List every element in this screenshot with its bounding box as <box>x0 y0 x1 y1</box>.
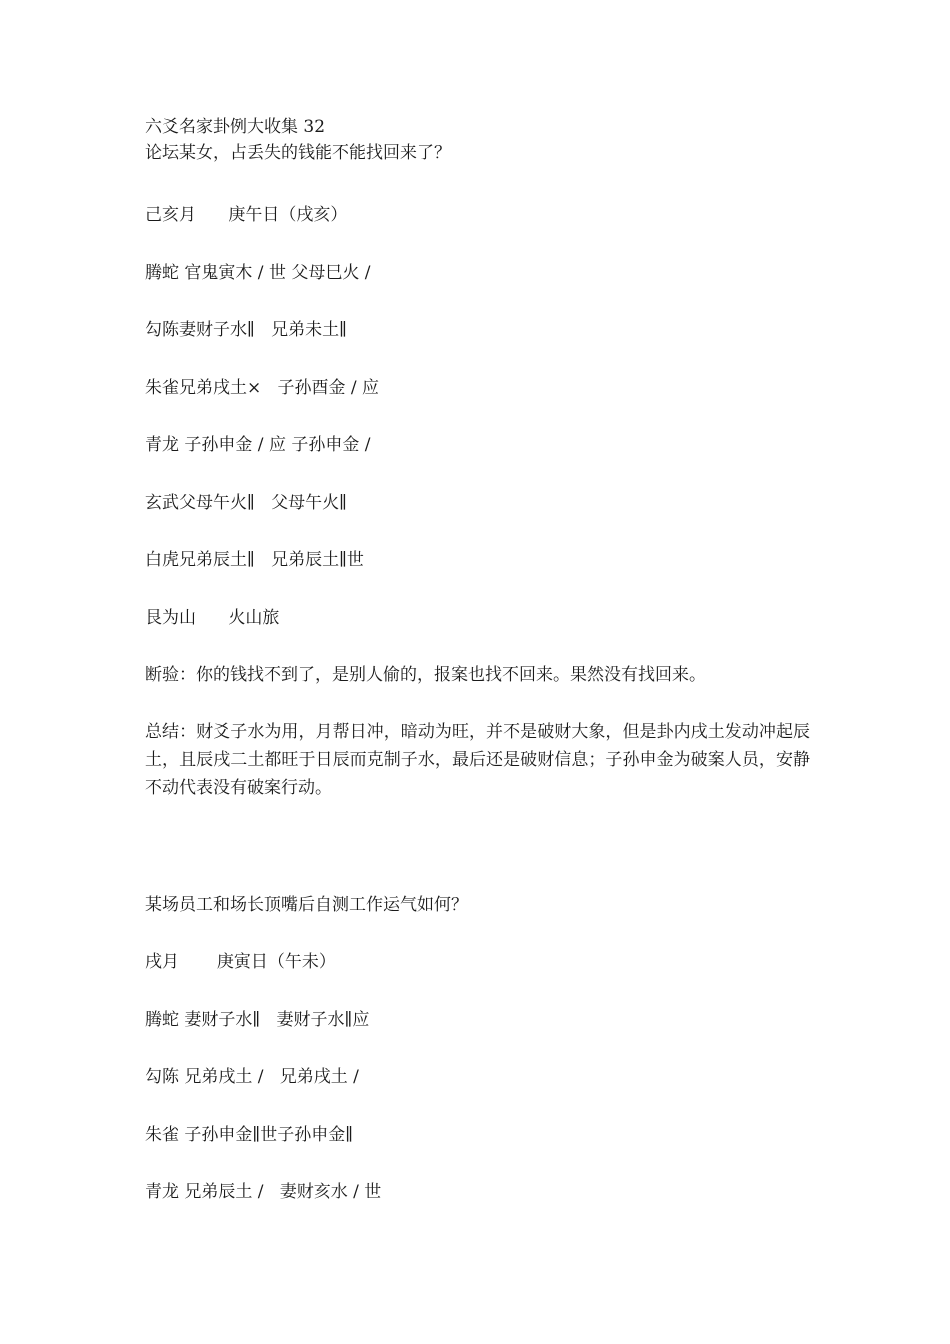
case1-verdict: 断验：你的钱找不到了，是别人偷的，报案也找不回来。果然没有找回来。 <box>145 665 706 685</box>
case1-yao-line: 朱雀兄弟戌土× 子孙酉金 / 应 <box>145 378 379 398</box>
case2-yao-line: 青龙 兄弟辰土 / 妻财亥水 / 世 <box>145 1182 382 1202</box>
case2-question: 某场员工和场长顶嘴后自测工作运气如何？ <box>145 895 468 915</box>
case1-yao-line: 青龙 子孙申金 / 应 子孙申金 / <box>145 435 371 455</box>
case1-gua-names: 艮为山 火山旅 <box>145 608 280 628</box>
case1-yao-line: 勾陈妻财子水∥ 兄弟未土∥ <box>145 320 347 340</box>
case2-date: 戌月 庚寅日（午未） <box>145 952 336 972</box>
case1-summary: 总结：财爻子水为用，月帮日冲，暗动为旺，并不是破财大象，但是卦内戌土发动冲起辰土，且辰戌二土都旺于日辰而克制子水，最后还是破财信息；子孙申金为破案人员，安静不动代表没有破案行动。 <box>145 722 810 798</box>
case1-yao-line: 白虎兄弟辰土∥ 兄弟辰土∥世 <box>145 550 364 570</box>
case1-yao-line: 玄武父母午火∥ 父母午火∥ <box>145 493 347 513</box>
case1-question: 论坛某女，占丢失的钱能不能找回来了？ <box>145 143 451 163</box>
case2-yao-line: 朱雀 子孙申金∥世子孙申金∥ <box>145 1125 354 1145</box>
case2-yao-line: 腾蛇 妻财子水∥ 妻财子水∥应 <box>145 1010 370 1030</box>
case1-date: 己亥月 庚午日（戌亥） <box>145 205 348 225</box>
case1-yao-line: 腾蛇 官鬼寅木 / 世 父母巳火 / <box>145 263 371 283</box>
case2-yao-line: 勾陈 兄弟戌土 / 兄弟戌土 / <box>145 1067 359 1087</box>
document-title: 六爻名家卦例大收集 32 <box>145 117 326 137</box>
